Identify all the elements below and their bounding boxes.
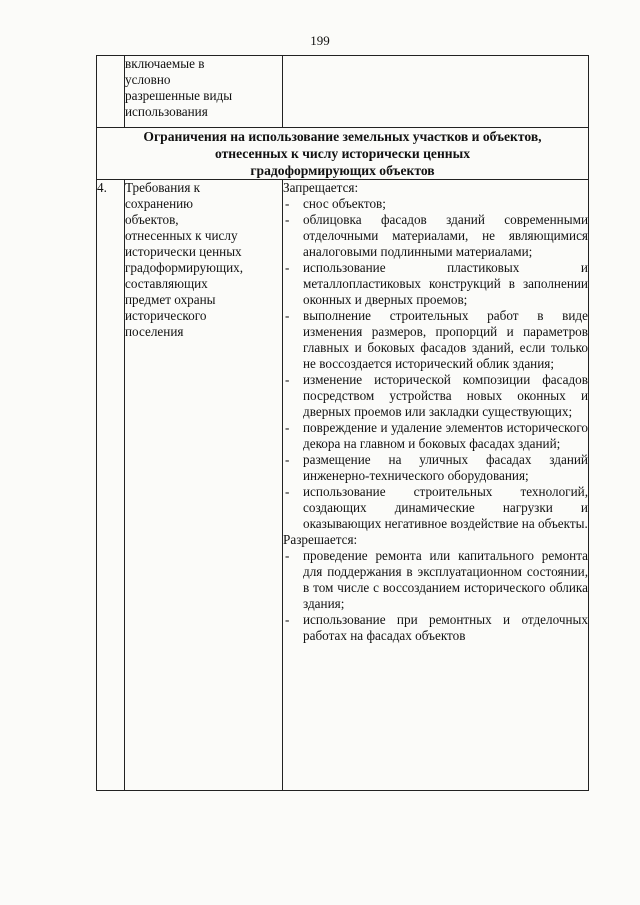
continued-row — [97, 56, 589, 128]
section-heading-row — [97, 128, 589, 180]
prohibited-item: - изменение исторической композиции фасадов посредством устройства новых оконных и дверных проемов или закладки существующих; — [283, 372, 588, 420]
permitted-list — [283, 548, 588, 644]
section-heading — [97, 128, 589, 180]
row-name-line: поселения — [125, 324, 184, 339]
row-name-line: исторически ценных — [125, 244, 242, 259]
prohibited-item: - повреждение и удаление элементов исторического декора на главном и боковых фасадах зданий; — [283, 420, 588, 452]
continued-name-cell — [125, 56, 283, 128]
row-name-line: исторического — [125, 308, 207, 323]
permitted-item: - проведение ремонта или капитального ремонта для поддержания в эксплуатационном состоянии, в том числе с воссозданием исторического облика здания; — [283, 548, 588, 612]
row-description-cell — [283, 180, 589, 791]
row-name-line: предмет охраны — [125, 292, 216, 307]
prohibited-item: - облицовка фасадов зданий современными отделочными материалами, не являющимися аналоговыми подлинными материалами; — [283, 212, 588, 260]
row-name-line: Требования к — [125, 180, 201, 195]
prohibited-item: - размещение на уличных фасадах зданий инженерно-технического оборудования; — [283, 452, 588, 484]
prohibited-label: Запрещается: — [283, 180, 359, 195]
permitted-label: Разрешается: — [283, 532, 358, 547]
section-heading-line: градоформирующих объектов — [250, 163, 435, 178]
section-heading-line: отнесенных к числу исторически ценных — [214, 146, 471, 161]
row-name-line: отнесенных к числу — [125, 228, 238, 243]
continued-description-cell — [283, 56, 589, 128]
continued-number-cell — [97, 56, 125, 128]
row-name-line: составляющих — [125, 276, 208, 291]
section-heading-line: Ограничения на использование земельных участков и объектов, — [143, 129, 542, 144]
restrictions-table — [96, 55, 589, 791]
permitted-item: - использование при ремонтных и отделочных работах на фасадах объектов — [283, 612, 588, 644]
prohibited-list — [283, 196, 588, 532]
row-number: 4. — [97, 180, 125, 791]
page-number: 199 — [310, 33, 330, 48]
prohibited-item: - использование строительных технологий, создающих динамические нагрузки и оказывающих негативное воздействие на объекты. — [283, 484, 588, 532]
row-name-cell — [125, 180, 283, 791]
continued-name-line: использования — [125, 104, 208, 119]
continued-name-line: включаемые в — [125, 56, 205, 71]
row-name-line: сохранению — [125, 196, 194, 211]
table-row — [97, 180, 589, 791]
prohibited-item: - выполнение строительных работ в виде изменения размеров, пропорций и параметров главных и боковых фасадов зданий, если только не воссоздается исторический облик здания; — [283, 308, 588, 372]
continued-name-line: разрешенные виды — [125, 88, 233, 103]
row-name-line: градоформирующих, — [125, 260, 244, 275]
continued-name-line: условно — [125, 72, 171, 87]
prohibited-item: - использование пластиковых и металлопластиковых конструкций в заполнении оконных и дверных проемов; — [283, 260, 588, 308]
prohibited-item: - снос объектов; — [283, 196, 588, 212]
row-name-line: объектов, — [125, 212, 179, 227]
